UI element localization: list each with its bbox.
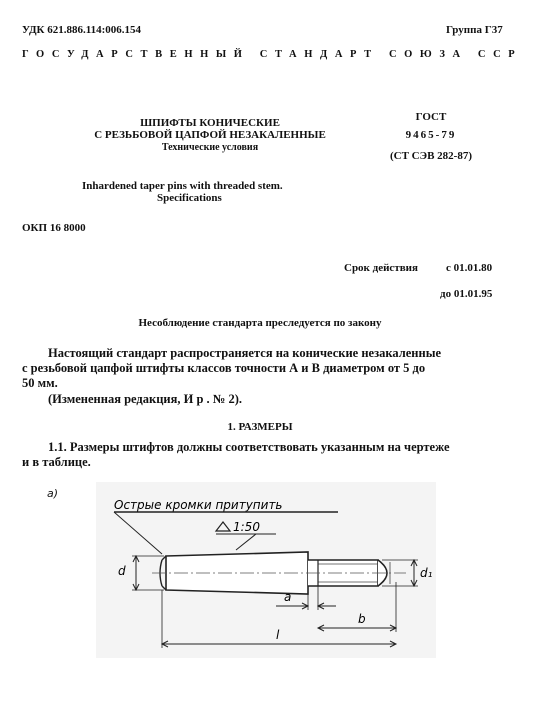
section-paragraph-line-1: 1.1. Размеры штифтов должны соответствовать указанным на чертеже xyxy=(48,440,450,454)
taper-ratio: 1:50 xyxy=(233,520,260,534)
drawing-note: Острые кромки притупить xyxy=(114,498,283,512)
group-code: Группа Г37 xyxy=(446,24,503,36)
intro-line-2: с резьбовой цапфой штифты классов точности А и В диаметром от 5 до xyxy=(22,361,426,375)
dim-l: l xyxy=(276,628,280,642)
sev-reference: (СТ СЭВ 282-87) xyxy=(389,150,472,162)
pin-technical-drawing xyxy=(96,482,436,658)
title-line-3: Технические условия xyxy=(161,142,259,153)
law-notice: Несоблюдение стандарта преследуется по закону xyxy=(138,317,382,329)
intro-line-1: Настоящий стандарт распространяется на конические незакаленные xyxy=(48,346,442,360)
dim-b: b xyxy=(358,612,366,626)
figure-label: а) xyxy=(47,487,59,500)
title-line-1: ШПИФТЫ КОНИЧЕСКИЕ xyxy=(140,117,280,129)
dim-d: d xyxy=(118,564,126,578)
title-line-2: С РЕЗЬБОВОЙ ЦАПФОЙ НЕЗАКАЛЕННЫЕ xyxy=(94,129,326,141)
taper-triangle xyxy=(216,522,230,531)
gost-number: 9465-79 xyxy=(405,129,457,141)
state-standard-heading: ГОСУДАРСТВЕННЫЙ СТАНДАРТ СОЮЗА ССР xyxy=(22,49,523,60)
dim-a: a xyxy=(284,590,292,604)
dim-d1: d₁ xyxy=(420,566,433,580)
revision-note: (Измененная редакция, И р . № 2). xyxy=(48,392,243,406)
note-leader xyxy=(114,512,162,554)
validity-from: с 01.01.80 xyxy=(446,262,493,274)
validity-to: до 01.01.95 xyxy=(440,288,493,300)
udk-code: УДК 621.886.114:006.154 xyxy=(22,24,142,36)
okp-code: ОКП 16 8000 xyxy=(22,222,86,234)
gost-label: ГОСТ xyxy=(415,111,447,123)
english-title-line-1: Inhardened taper pins with threaded stem. xyxy=(82,180,283,192)
intro-line-3: 50 мм. xyxy=(22,376,58,390)
section-paragraph-line-2: и в таблице. xyxy=(22,455,91,469)
pin-drawing-svg xyxy=(96,482,436,658)
validity-label: Срок действия xyxy=(344,262,418,274)
section-heading: 1. РАЗМЕРЫ xyxy=(227,421,293,433)
english-title-line-2: Specifications xyxy=(157,192,222,204)
